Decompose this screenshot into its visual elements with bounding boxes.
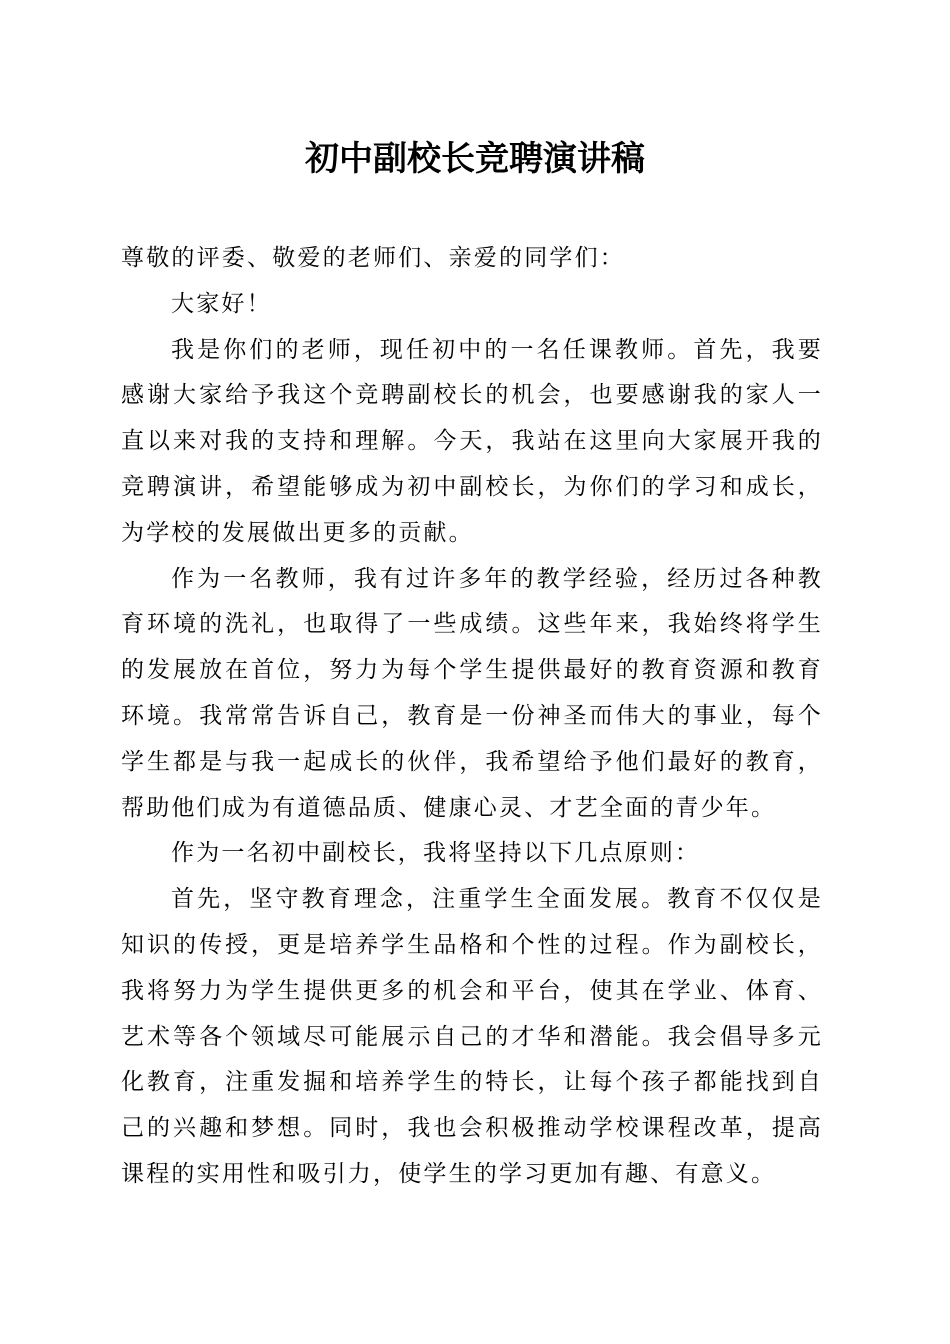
experience-paragraph: 作为一名教师，我有过许多年的教学经验，经历过各种教育环境的洗礼，也取得了一些成绩。这些年来，我始终将学生的发展放在首位，努力为每个学生提供最好的教育资源和教育环境。我常常告诉自己，教育是一份神圣而伟大的事业，每个学生都是与我一起成长的伙伴，我希望给予他们最好的教育，帮助他们成为有道德品质、健康心灵、才艺全面的青少年。	[121, 565, 823, 821]
document-title: 初中副校长竞聘演讲稿	[305, 139, 645, 179]
principles-intro-paragraph: 作为一名初中副校长，我将坚持以下几点原则：	[171, 840, 701, 867]
salutation-paragraph: 尊敬的评委、敬爱的老师们、亲爱的同学们：	[121, 245, 625, 271]
document-body	[121, 236, 823, 1198]
intro-paragraph: 我是你们的老师，现任初中的一名任课教师。首先，我要感谢大家给予我这个竞聘副校长的机会，也要感谢我的家人一直以来对我的支持和理解。今天，我站在这里向大家展开我的竞聘演讲，希望能够成为初中副校长，为你们的学习和成长，为学校的发展做出更多的贡献。	[121, 336, 823, 546]
greeting-paragraph: 大家好！	[171, 290, 272, 317]
first-principle-paragraph: 首先，坚守教育理念，注重学生全面发展。教育不仅仅是知识的传授，更是培养学生品格和个性的过程。作为副校长，我将努力为学生提供更多的机会和平台，使其在学业、体育、艺术等各个领域尽可能展示自己的才华和潜能。我会倡导多元化教育，注重发掘和培养学生的特长，让每个孩子都能找到自己的兴趣和梦想。同时，我也会积极推动学校课程改革，提高课程的实用性和吸引力，使学生的学习更加有趣、有意义。	[121, 886, 823, 1187]
